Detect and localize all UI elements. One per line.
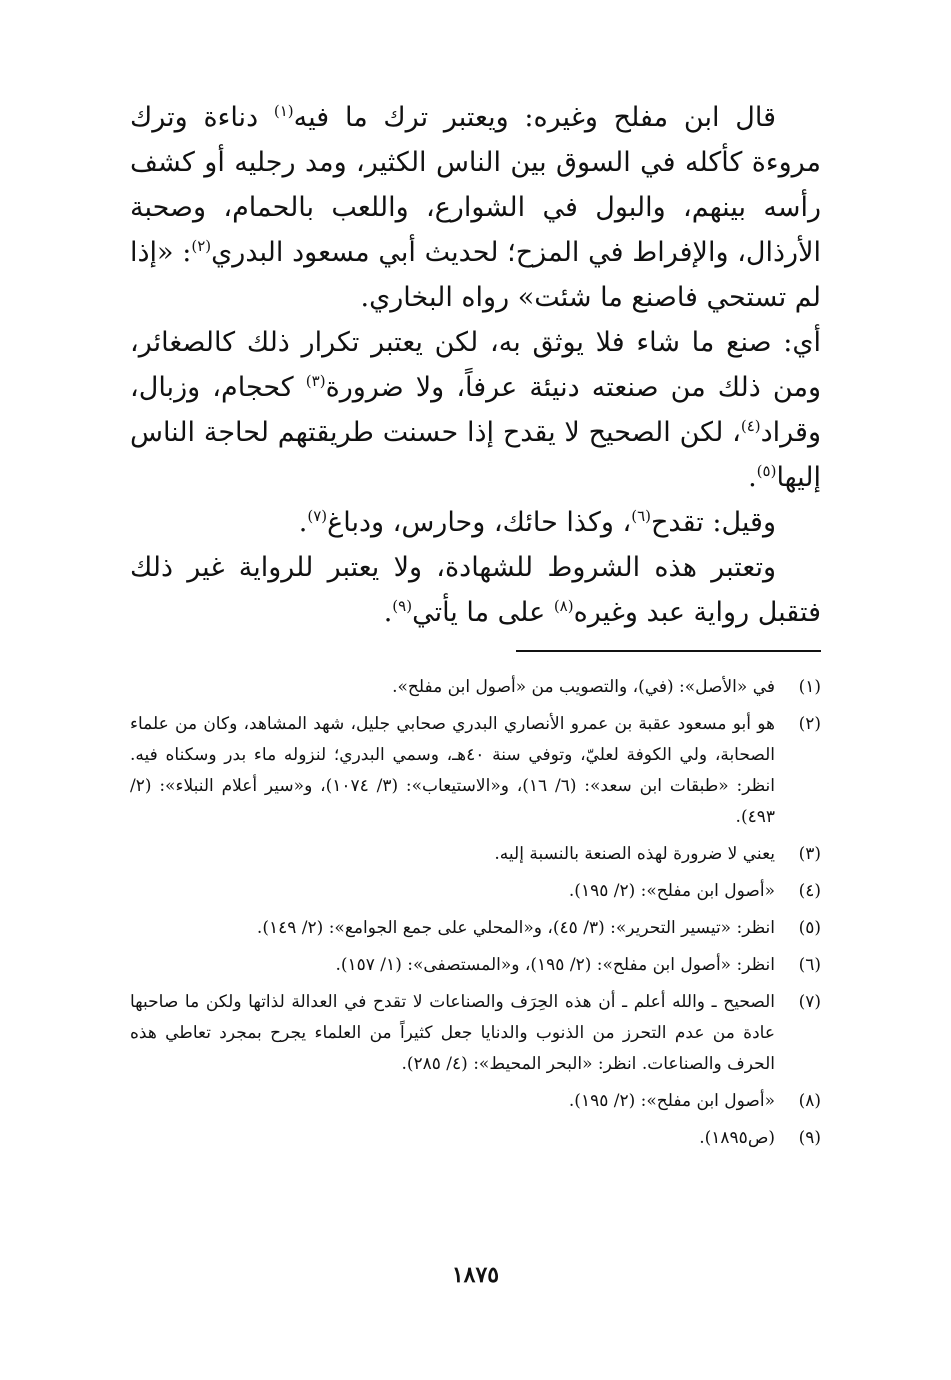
footnote xyxy=(130,709,821,833)
footnote-text: انظر: «أصول ابن مفلح»: (٢/ ١٩٥)، و«المستصفى»: (١/ ١٥٧). xyxy=(335,955,775,975)
footnote xyxy=(130,950,821,981)
footnote-ref: (٥) xyxy=(756,462,777,480)
page-number: ١٨٧٥ xyxy=(451,1262,500,1288)
footnote xyxy=(130,913,821,944)
footnote-text: يعني لا ضرورة لهذه الصنعة بالنسبة إليه. xyxy=(494,844,775,864)
footnote-number: (٩) xyxy=(798,1128,821,1148)
footnote-ref: (٧) xyxy=(307,507,328,525)
paragraph: أي: صنع ما شاء فلا يوثق به، لكن يعتبر تكرار ذلك كالصغائر، ومن ذلك من صنعته دنيئة عرفاً، ولا ضرورة$^{(٣)}$ كحجام، وزبال، وقراد$^{(٤)}$، لكن الصحيح لا يقدح إذا حسنت طريقتهم لحاجة الناس إليها$^{(٥)}$. xyxy=(130,327,821,493)
footnote xyxy=(130,987,821,1080)
footnote-separator xyxy=(516,650,821,652)
footnote-ref: (٦) xyxy=(631,507,651,525)
footnote-ref: (١) xyxy=(273,102,294,120)
footnote-text: الصحيح ـ والله أعلم ـ أن هذه الحِرَف والصناعات لا تقدح في العدالة لذاتها ولكن ما صاحبها عادة من عدم التحرز من الذنوب والدنايا جعل كثيراً من العلماء يجرح بمجرد تعاطي هذه الحرف والصناعات. انظر: «البحر المحيط»: (٤/ ٢٨٥). xyxy=(130,992,775,1074)
footnote-text: «أصول ابن مفلح»: (٢/ ١٩٥). xyxy=(568,881,775,901)
footnote-number: (٢) xyxy=(798,714,821,734)
footnote-text: هو أبو مسعود عقبة بن عمرو الأنصاري البدري صحابي جليل، شهد المشاهد، وكان من علماء الصحابة، ولي الكوفة لعليّ، وتوفي سنة ٤٠هـ، وسمي البدري؛ لنزوله ماء بدر وسكناه فيه. انظر: «طبقات ابن سعد»: (٦/ ١٦)، و«الاستيعاب»: (٣/ ١٠٧٤)، و«سير أعلام النبلاء»: (٢/ ٤٩٣). xyxy=(130,714,775,827)
footnote-number: (٧) xyxy=(798,992,821,1012)
footnote-ref: (٩) xyxy=(392,597,413,615)
paragraph: قال ابن مفلح وغيره: ويعتبر ترك ما فيه$^{(١)}$ دناءة وترك مروءة كأكله في السوق بين الناس الكثير، ومد رجليه أو كشف رأسه بينهم، والبول في الشوارع، واللعب بالحمام، وصحبة الأرذال، والإفراط في المزح؛ لحديث أبي مسعود البدري$^{(٢)}$: «إذا لم تستحي فاصنع ما شئت» رواه البخاري. xyxy=(130,102,821,313)
footnote xyxy=(130,876,821,907)
footnote xyxy=(130,1123,821,1154)
footnote xyxy=(130,839,821,870)
paragraph: وقيل: تقدح$^{(٦)}$، وكذا حائك، وحارس، ودباغ$^{(٧)}$. xyxy=(298,507,776,538)
footnote-text: في «الأصل»: (في)، والتصويب من «أصول ابن مفلح». xyxy=(392,677,775,697)
footnote xyxy=(130,672,821,703)
footnote-ref: (٨) xyxy=(553,597,574,615)
footnote-text: (ص١٨٩٥). xyxy=(699,1128,775,1148)
main-text xyxy=(130,95,821,635)
footnote-number: (٤) xyxy=(798,881,821,901)
footnote-number: (٨) xyxy=(798,1091,821,1111)
footnotes xyxy=(130,672,821,1160)
footnote-number: (١) xyxy=(798,677,821,697)
footnote-ref: (٣) xyxy=(305,372,326,390)
footnote xyxy=(130,1086,821,1117)
paragraph: وتعتبر هذه الشروط للشهادة، ولا يعتبر للرواية غير ذلك فتقبل رواية عبد وغيره$^{(٨)}$ على ما يأتي$^{(٩)}$. xyxy=(130,552,821,628)
footnote-ref: (٤) xyxy=(740,417,761,435)
footnote-number: (٥) xyxy=(798,918,821,938)
footnote-ref: (٢) xyxy=(191,237,212,255)
footnote-text: انظر: «تيسير التحرير»: (٣/ ٤٥)، و«المحلي على جمع الجوامع»: (٢/ ١٤٩). xyxy=(256,918,775,938)
footnote-number: (٦) xyxy=(798,955,821,975)
footnote-text: «أصول ابن مفلح»: (٢/ ١٩٥). xyxy=(568,1091,775,1111)
footnote-number: (٣) xyxy=(798,844,821,864)
